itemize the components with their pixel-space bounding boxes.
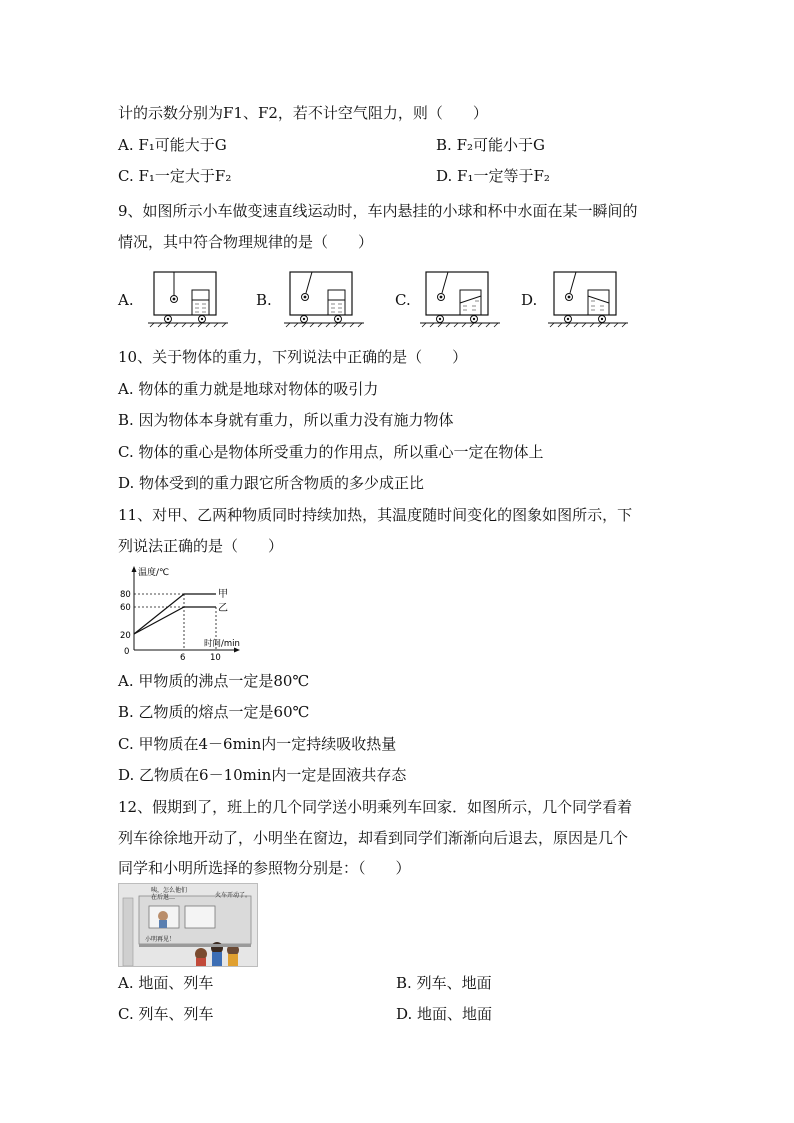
option-label: D. bbox=[436, 167, 458, 185]
cartoon-bubble-3: 小明再见！ bbox=[145, 936, 176, 943]
q9-fig-label-d: D. bbox=[521, 291, 538, 309]
y-axis-label: 温度/℃ bbox=[138, 568, 170, 578]
x-axis-label: 时间/min bbox=[204, 639, 240, 649]
q8-option-b bbox=[436, 135, 545, 155]
q12-train-cartoon bbox=[118, 883, 258, 967]
x-tick-10: 10 bbox=[210, 653, 221, 662]
option-label: B. bbox=[436, 136, 457, 154]
cartoon-bubble-2: 火车开动了。 bbox=[215, 892, 252, 899]
q11-stem-line2: 列说法正确的是（ ） bbox=[118, 537, 284, 555]
q10-option-b: B. 因为物体本身就有重力，所以重力没有施力物体 bbox=[118, 411, 454, 429]
option-label: C. bbox=[118, 167, 139, 185]
q12-option-b bbox=[396, 973, 492, 993]
option-label: B. bbox=[396, 974, 417, 992]
series-label-yi: 乙 bbox=[218, 603, 228, 614]
q10-option-d: D. 物体受到的重力跟它所含物质的多少成正比 bbox=[118, 474, 425, 492]
q12-option-d bbox=[396, 1004, 492, 1024]
y-tick-80: 80 bbox=[120, 590, 131, 600]
q11-temperature-graph bbox=[118, 562, 268, 662]
q9-fig-label-a: A. bbox=[118, 291, 134, 309]
q8-stem-tail: 计的示数分别为F1、F2，若不计空气阻力，则（ ） bbox=[118, 104, 488, 122]
series-yi-line bbox=[134, 607, 216, 634]
q12-option-a bbox=[118, 973, 213, 993]
q8-option-c bbox=[118, 166, 231, 186]
option-text: F₁一定大于F₂ bbox=[138, 167, 232, 185]
series-label-jia: 甲 bbox=[218, 589, 228, 600]
q11-option-c: C. 甲物质在4－6min内一定持续吸收热量 bbox=[118, 735, 397, 753]
q8-option-a bbox=[118, 135, 227, 155]
y-tick-0: 0 bbox=[124, 647, 130, 657]
q9-fig-label-c: C. bbox=[395, 291, 411, 309]
option-text: 地面、列车 bbox=[138, 974, 214, 992]
q12-stem-line3: 同学和小明所选择的参照物分别是：（ ） bbox=[118, 859, 411, 877]
q11-option-a: A. 甲物质的沸点一定是80℃ bbox=[118, 672, 310, 690]
y-tick-20: 20 bbox=[120, 631, 131, 641]
q12-stem-line2: 列车徐徐地开动了，小明坐在窗边，却看到同学们渐渐向后退去，原因是几个 bbox=[118, 829, 629, 847]
q9-cart-figure-d bbox=[548, 268, 632, 328]
q9-cart-figure-a bbox=[148, 268, 232, 328]
q12-stem-line1: 12、假期到了，班上的几个同学送小明乘列车回家．如图所示，几个同学看着 bbox=[118, 798, 633, 816]
x-tick-6: 6 bbox=[180, 653, 186, 662]
q9-cart-figure-b bbox=[284, 268, 368, 328]
option-text: 地面、地面 bbox=[417, 1005, 493, 1023]
q9-stem-line1: 9、如图所示小车做变速直线运动时，车内悬挂的小球和杯中水面在某一瞬间的 bbox=[118, 202, 638, 220]
option-label: C. bbox=[118, 1005, 139, 1023]
q10-option-a: A. 物体的重力就是地球对物体的吸引力 bbox=[118, 380, 379, 398]
option-label: D. bbox=[396, 1005, 418, 1023]
q8-option-d bbox=[436, 166, 550, 186]
q9-cart-figure-c bbox=[420, 268, 504, 328]
q11-option-b: B. 乙物质的熔点一定是60℃ bbox=[118, 703, 310, 721]
option-text: 列车、地面 bbox=[416, 974, 492, 992]
option-text: F₁可能大于G bbox=[138, 136, 227, 154]
option-label: A. bbox=[118, 974, 139, 992]
option-label: A. bbox=[118, 136, 139, 154]
option-text: F₁一定等于F₂ bbox=[457, 167, 550, 185]
q9-stem-line2: 情况，其中符合物理规律的是（ ） bbox=[118, 233, 374, 251]
option-text: F₂可能小于G bbox=[456, 136, 545, 154]
q10-option-c: C. 物体的重心是物体所受重力的作用点，所以重心一定在物体上 bbox=[118, 443, 544, 461]
y-tick-60: 60 bbox=[120, 603, 131, 613]
option-text: 列车、列车 bbox=[138, 1005, 214, 1023]
q10-stem: 10、关于物体的重力，下列说法中正确的是（ ） bbox=[118, 348, 468, 366]
q12-option-c bbox=[118, 1004, 214, 1024]
q11-option-d: D. 乙物质在6－10min内一定是固液共存态 bbox=[118, 766, 407, 784]
q9-fig-label-b: B. bbox=[256, 291, 272, 309]
cartoon-bubble-1: 咦，怎么他们在后退… bbox=[151, 887, 188, 901]
q11-stem-line1: 11、对甲、乙两种物质同时持续加热，其温度随时间变化的图象如图所示，下 bbox=[118, 506, 633, 524]
